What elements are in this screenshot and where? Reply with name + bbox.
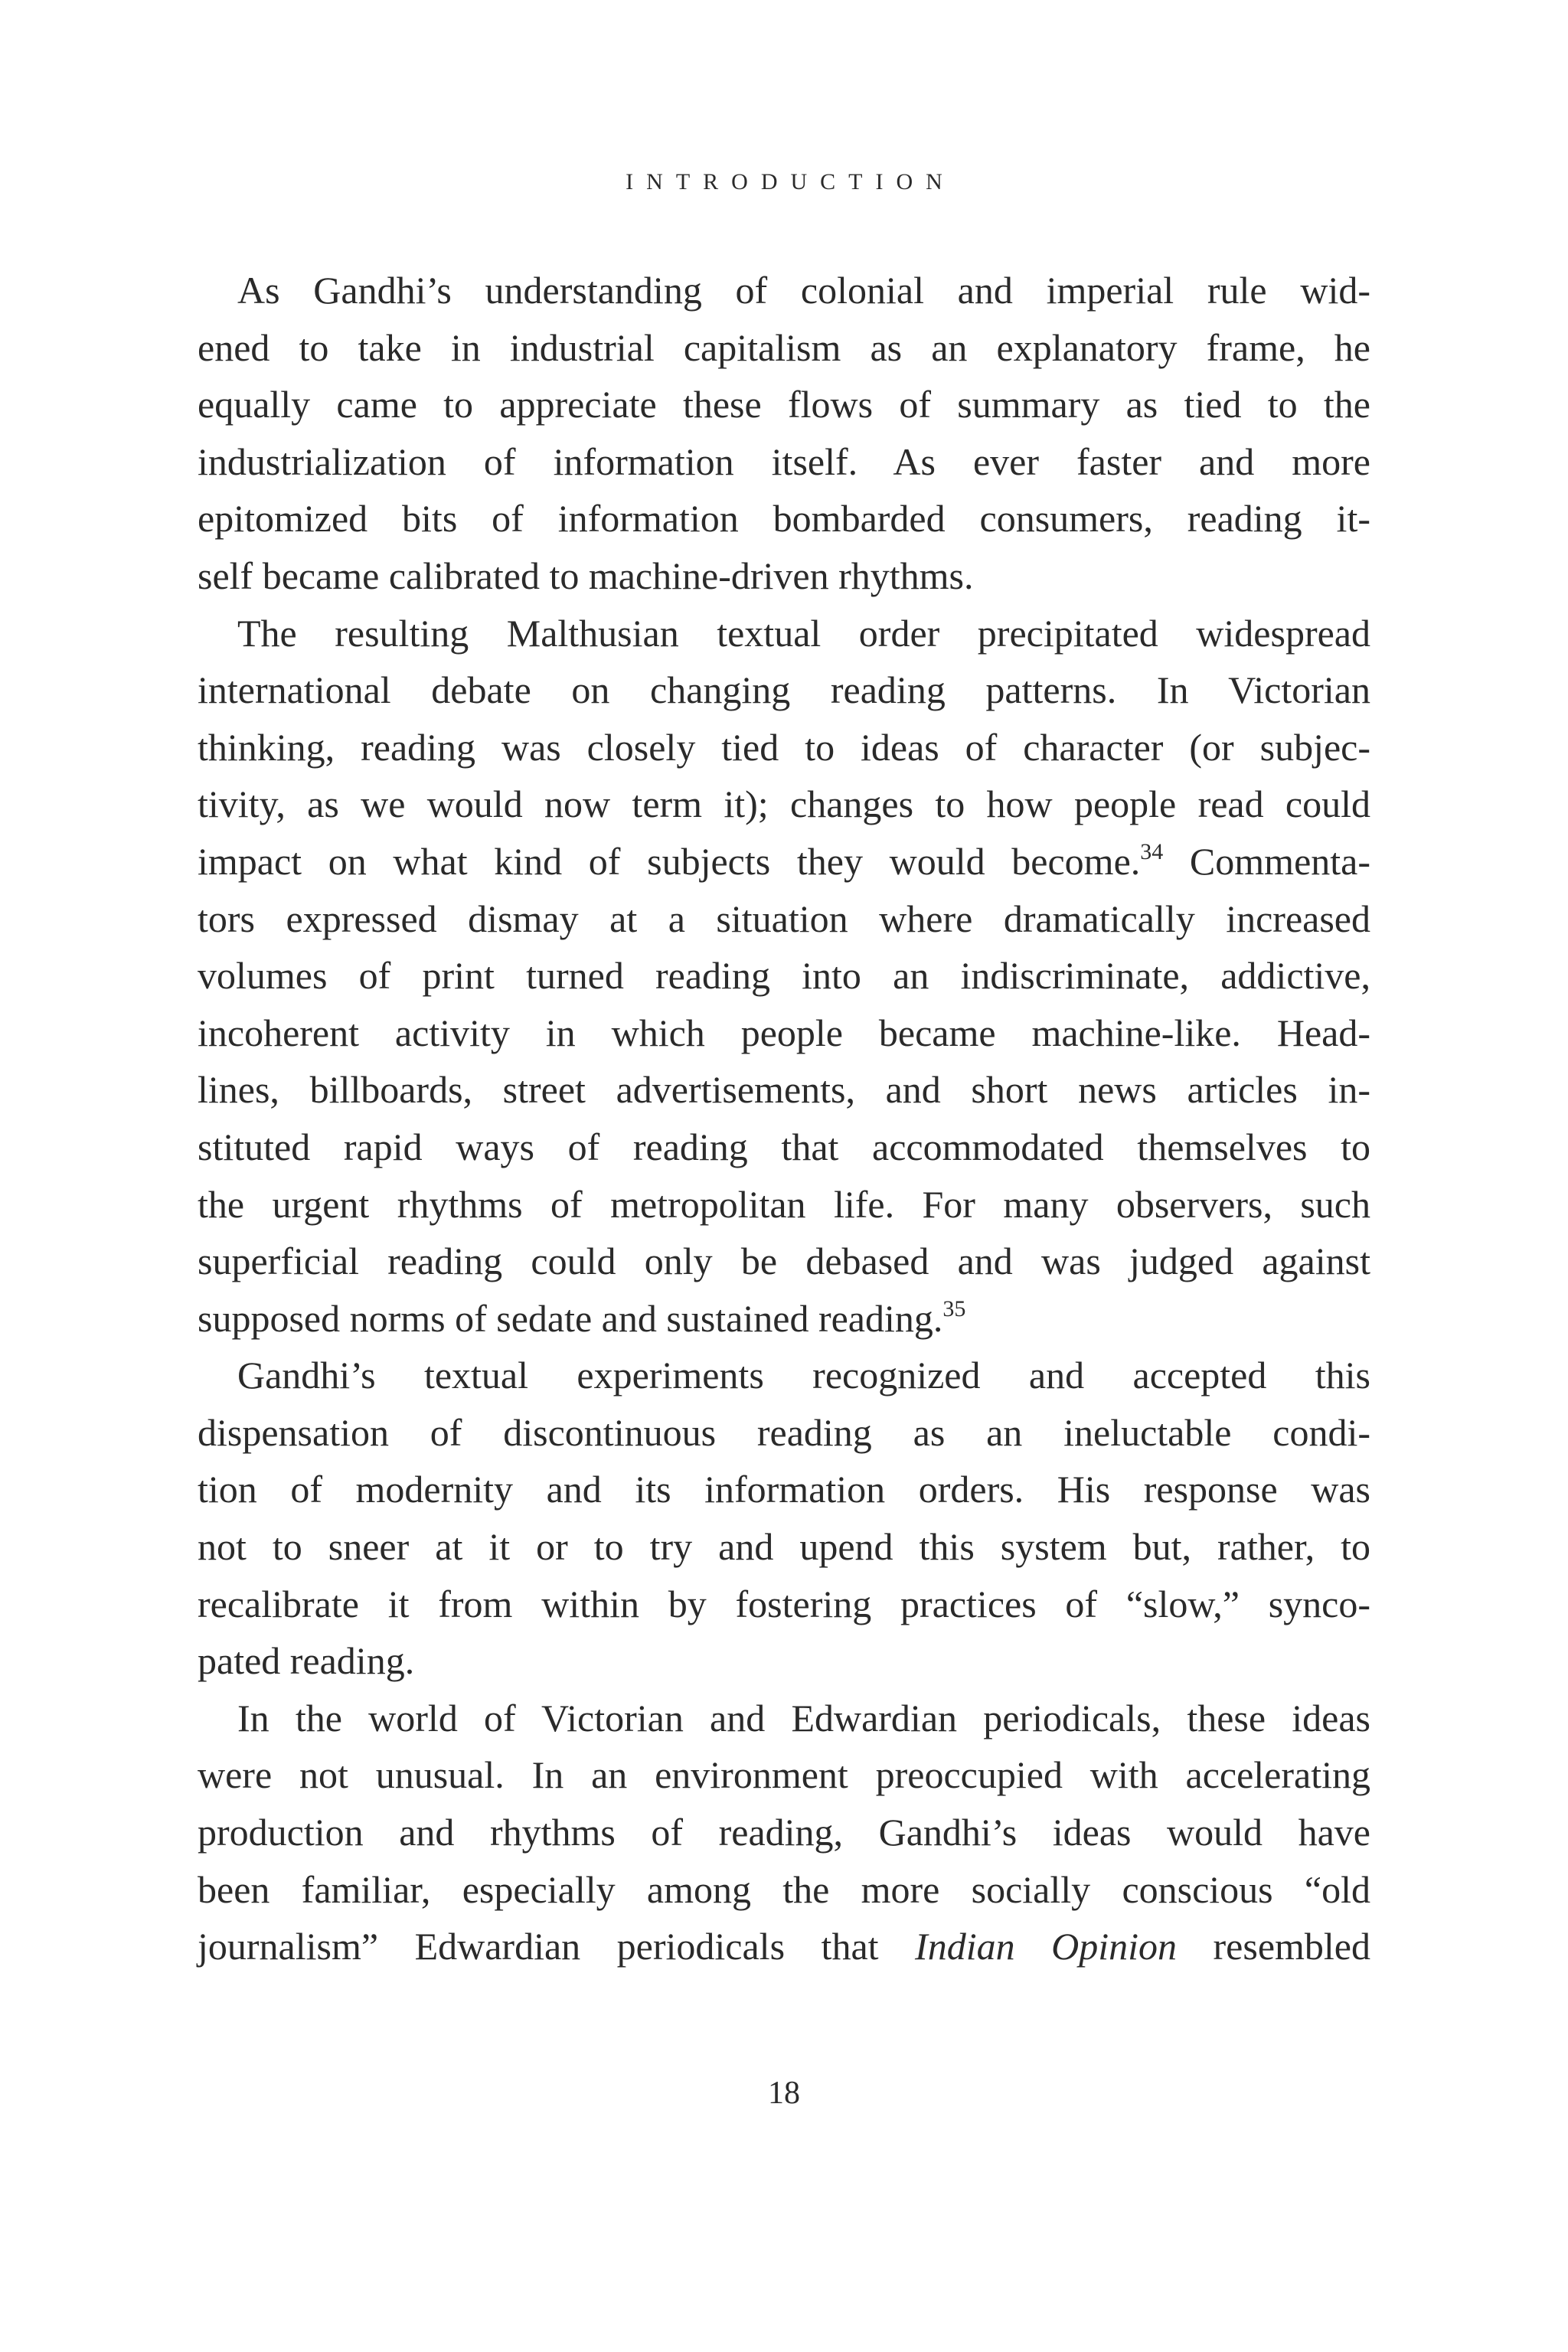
text-line: thinking, reading was closely tied to ideas of character (or subjec- bbox=[198, 725, 1370, 769]
text-line: pated reading. bbox=[198, 1639, 415, 1683]
footnote-marker: 34 bbox=[1140, 838, 1164, 864]
body-text bbox=[198, 262, 1370, 1975]
text-line bbox=[198, 833, 1370, 890]
text-run: impact on what kind of subjects they would become. bbox=[198, 839, 1141, 883]
text-line: stituted rapid ways of reading that accommodated themselves to bbox=[198, 1125, 1370, 1168]
text-run: journalism” Edwardian periodicals that bbox=[198, 1925, 916, 1968]
text-line: In the world of Victorian and Edwardian periodicals, these ideas bbox=[237, 1696, 1370, 1740]
text-line: Gandhi’s textual experiments recognized and accepted this bbox=[237, 1354, 1370, 1397]
text-line: the urgent rhythms of metropolitan life. For many observers, such bbox=[198, 1182, 1370, 1226]
footnote-marker: 35 bbox=[942, 1295, 966, 1321]
paragraph bbox=[198, 1690, 1370, 1975]
text-line: were not unusual. In an environment preoccupied with accelerating bbox=[198, 1753, 1370, 1797]
text-line: production and rhythms of reading, Gandhi’s ideas would have bbox=[198, 1811, 1370, 1854]
text-run: resembled bbox=[1177, 1925, 1370, 1968]
text-line: lines, billboards, street advertisements, and short news articles in- bbox=[198, 1068, 1370, 1112]
page-number: 18 bbox=[768, 2076, 800, 2111]
text-line: As Gandhi’s understanding of colonial and imperial rule wid- bbox=[237, 269, 1370, 312]
italic-title: Indian Opinion bbox=[915, 1925, 1177, 1968]
text-run: Commenta- bbox=[1163, 839, 1370, 883]
text-line: superficial reading could only be debased and was judged against bbox=[198, 1240, 1370, 1283]
text-line: dispensation of discontinuous reading as an ineluctable condi- bbox=[198, 1410, 1370, 1454]
text-line: recalibrate it from within by fostering practices of “slow,” synco- bbox=[198, 1582, 1370, 1625]
text-line: been familiar, especially among the more socially conscious “old bbox=[198, 1867, 1370, 1911]
text-line bbox=[198, 1918, 1370, 1975]
running-head bbox=[0, 167, 1568, 196]
running-head-text: INTRODUCTION bbox=[626, 169, 956, 194]
paragraph bbox=[198, 262, 1370, 605]
text-line: international debate on changing reading patterns. In Victorian bbox=[198, 668, 1370, 712]
text-line: tivity, as we would now term it); changes to how people read could bbox=[198, 782, 1370, 826]
text-line: ened to take in industrial capitalism as an explanatory frame, he bbox=[198, 325, 1370, 369]
text-line: self became calibrated to machine-driven rhythms. bbox=[198, 554, 974, 597]
text-line: not to sneer at it or to try and upend this system but, rather, to bbox=[198, 1525, 1370, 1569]
text-line: incoherent activity in which people became machine-like. Head- bbox=[198, 1011, 1370, 1054]
text-line: equally came to appreciate these flows of summary as tied to the bbox=[198, 383, 1370, 426]
paragraph bbox=[198, 1347, 1370, 1690]
text-line: epitomized bits of information bombarded consumers, reading it- bbox=[198, 497, 1370, 541]
text-line: tors expressed dismay at a situation where dramatically increased bbox=[198, 897, 1370, 940]
text-line: volumes of print turned reading into an indiscriminate, addictive, bbox=[198, 954, 1370, 998]
paragraph bbox=[198, 605, 1370, 1348]
text-line: The resulting Malthusian textual order precipitated widespread bbox=[237, 611, 1370, 655]
text-run: supposed norms of sedate and sustained reading. bbox=[198, 1296, 943, 1340]
text-line bbox=[198, 1290, 1370, 1348]
text-line: industrialization of information itself. As ever faster and more bbox=[198, 439, 1370, 483]
text-line: tion of modernity and its information orders. His response was bbox=[198, 1468, 1370, 1511]
